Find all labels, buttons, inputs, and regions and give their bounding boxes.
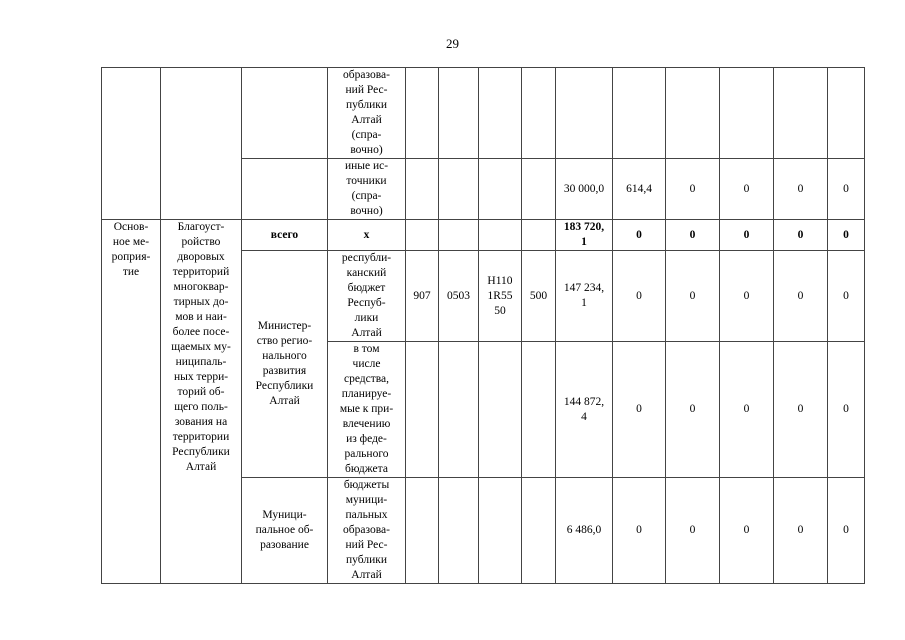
- table-cell: [522, 478, 556, 584]
- table-cell: [720, 68, 774, 159]
- value-cell: 0: [666, 159, 720, 220]
- value-cell: 0: [774, 251, 828, 342]
- value-cell: 0: [613, 220, 666, 251]
- amount-cell: 147 234, 1: [556, 251, 613, 342]
- funding-source-cell: бюджеты муници- пальных образова- ний Рес- публики Алтай: [328, 478, 406, 584]
- table-cell: [613, 68, 666, 159]
- funding-source-cell: образова- ний Рес- публики Алтай (спра- вочно): [328, 68, 406, 159]
- table-cell: [161, 68, 242, 220]
- value-cell: 0: [774, 342, 828, 478]
- value-cell: 0: [666, 251, 720, 342]
- table-cell: [479, 159, 522, 220]
- value-cell: 0: [666, 478, 720, 584]
- activity-type-cell: Основ- ное ме- роприя- тие: [102, 220, 161, 584]
- funding-source-cell: иные ис- точники (спра- вочно): [328, 159, 406, 220]
- table-cell: [439, 220, 479, 251]
- funding-source-cell: республи- канский бюджет Респуб- лики Алтай: [328, 251, 406, 342]
- budget-table: [101, 67, 865, 584]
- table-cell: [666, 68, 720, 159]
- value-cell: 0: [720, 478, 774, 584]
- table-cell: [522, 68, 556, 159]
- table-cell: [242, 68, 328, 159]
- value-cell: 0: [720, 251, 774, 342]
- executor-cell: Муници- пальное об- разование: [242, 478, 328, 584]
- table-cell: [556, 68, 613, 159]
- target-article-cell: Н110 1R55 50: [479, 251, 522, 342]
- amount-cell: 144 872, 4: [556, 342, 613, 478]
- table-cell: [828, 68, 865, 159]
- value-cell: 0: [828, 251, 865, 342]
- table-cell: [439, 159, 479, 220]
- value-cell: 0: [774, 159, 828, 220]
- table-cell: [406, 342, 439, 478]
- table-cell: [406, 220, 439, 251]
- table-cell: [406, 68, 439, 159]
- table-cell: [439, 68, 479, 159]
- value-cell: 0: [720, 159, 774, 220]
- activity-name-cell: Благоуст- ройство дворовых территорий многоквар- тирных до- мов и наи- более посе- щаемых му- ниципаль- ных терри- торий об- щего поль- зования на территории Республики Алтай: [161, 220, 242, 584]
- funding-source-cell: х: [328, 220, 406, 251]
- table-cell: [774, 68, 828, 159]
- value-cell: 0: [613, 251, 666, 342]
- value-cell: 0: [720, 342, 774, 478]
- table-row: [102, 68, 865, 159]
- amount-cell: 6 486,0: [556, 478, 613, 584]
- amount-cell: 30 000,0: [556, 159, 613, 220]
- grbs-cell: 907: [406, 251, 439, 342]
- page-number: 29: [446, 36, 459, 51]
- value-cell: 0: [720, 220, 774, 251]
- table-cell: [522, 220, 556, 251]
- table-cell: [102, 68, 161, 220]
- table-cell: [406, 478, 439, 584]
- value-cell: 0: [828, 342, 865, 478]
- table-cell: [406, 159, 439, 220]
- table-cell: [522, 342, 556, 478]
- value-cell: 614,4: [613, 159, 666, 220]
- value-cell: 0: [774, 220, 828, 251]
- executor-cell: всего: [242, 220, 328, 251]
- value-cell: 0: [774, 478, 828, 584]
- table-cell: [479, 478, 522, 584]
- value-cell: 0: [828, 159, 865, 220]
- value-cell: 0: [666, 342, 720, 478]
- table-cell: [479, 220, 522, 251]
- funding-source-cell: в том числе средства, планируе- мые к при- влечению из феде- рального бюджета: [328, 342, 406, 478]
- section-code-cell: 0503: [439, 251, 479, 342]
- value-cell: 0: [666, 220, 720, 251]
- value-cell: 0: [613, 478, 666, 584]
- table-cell: [439, 342, 479, 478]
- expense-type-cell: 500: [522, 251, 556, 342]
- table-row: [102, 220, 865, 251]
- amount-cell: 183 720, 1: [556, 220, 613, 251]
- table-cell: [479, 342, 522, 478]
- value-cell: 0: [613, 342, 666, 478]
- table-cell: [242, 159, 328, 220]
- value-cell: 0: [828, 220, 865, 251]
- table-cell: [479, 68, 522, 159]
- executor-cell: Министер- ство регио- нального развития Республики Алтай: [242, 251, 328, 478]
- table-cell: [439, 478, 479, 584]
- table-cell: [522, 159, 556, 220]
- value-cell: 0: [828, 478, 865, 584]
